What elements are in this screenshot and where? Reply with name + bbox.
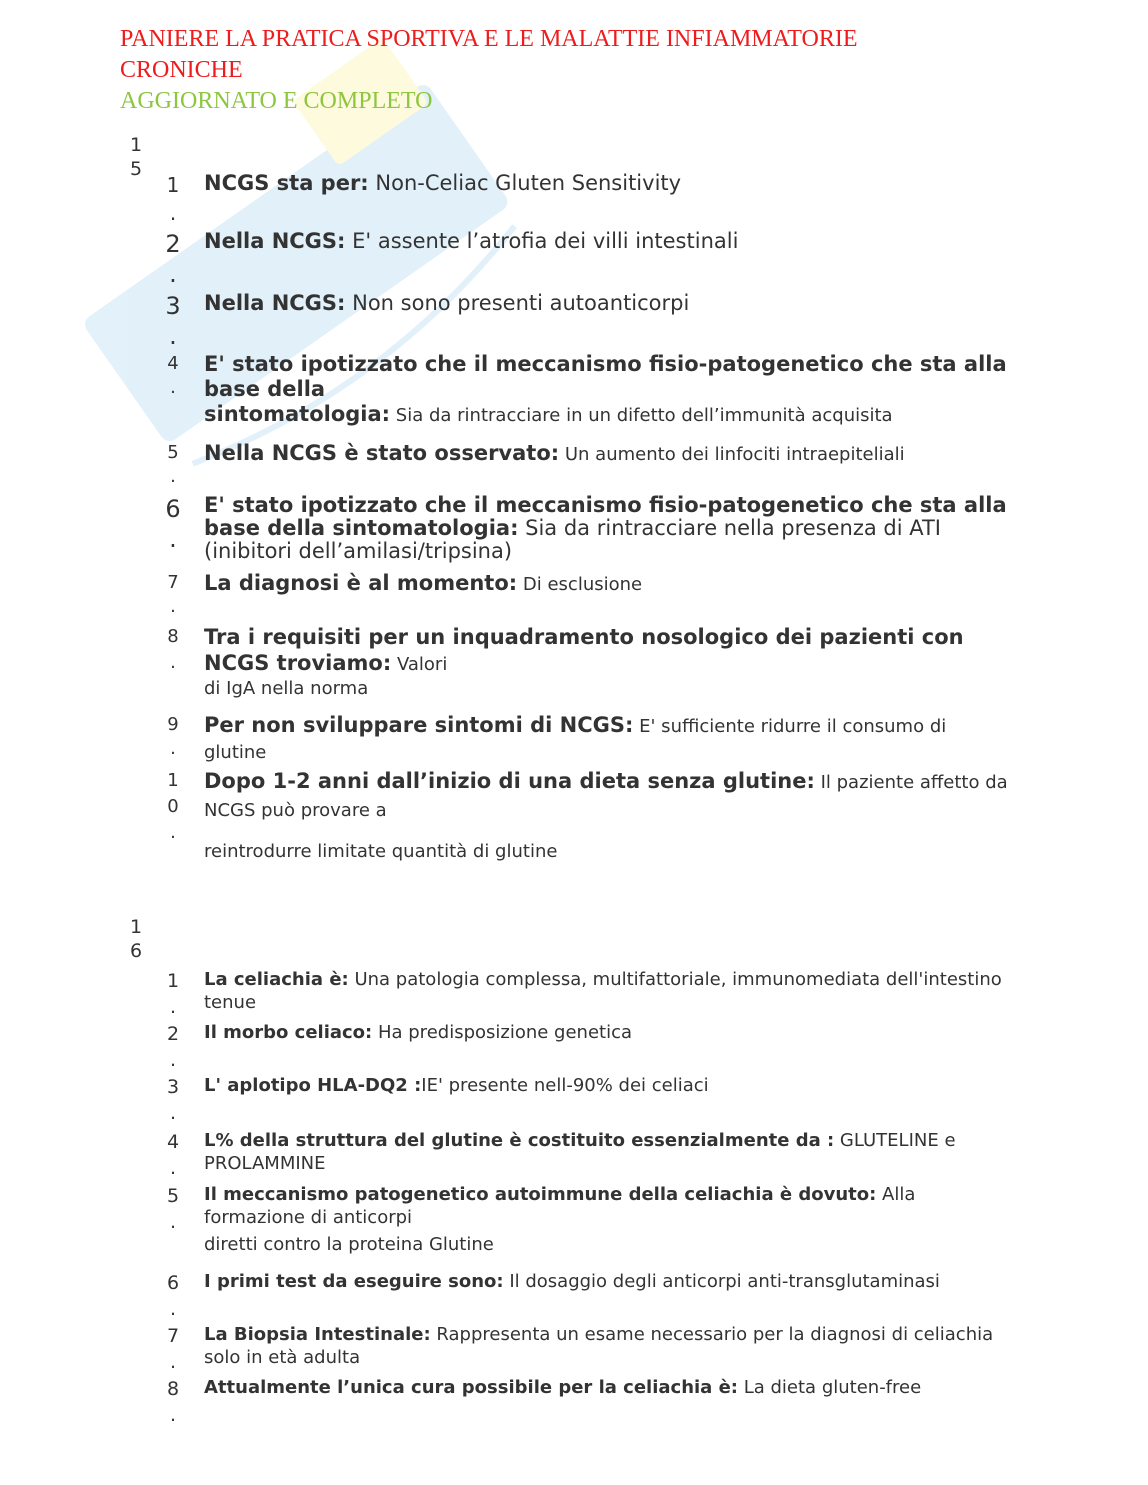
- question-15-2: 2 . Nella NCGS: E' assente l’atrofia dei villi intestinali: [165, 229, 739, 288]
- question-16-4: 4 . L% della struttura del glutine è costituito essenzialmente da : GLUTELINE e PROLAMMINE: [166, 1130, 956, 1179]
- question-15-7: 7 . La diagnosi è al momento: Di esclusione: [167, 571, 643, 617]
- question-16-1: 1 . La celiachia è: Una patologia complessa, multifattoriale, immunomediata dell'intestino tenue: [166, 969, 1002, 1018]
- section-number-16: 1 6: [130, 916, 143, 962]
- question-15-1: 1 . NCGS sta per: Non-Celiac Gluten Sensitivity: [166, 171, 682, 225]
- title-line-2: CRONICHE: [120, 57, 243, 83]
- question-15-9: 9 . Per non sviluppare sintomi di NCGS: E' sufficiente ridurre il consumo di glutine: [167, 713, 947, 763]
- question-16-3: 3 . L' aplotipo HLA-DQ2 :IE' presente nell-90% dei celiaci: [166, 1075, 709, 1124]
- question-15-8: 8 . Tra i requisiti per un inquadramento nosologico dei pazienti con NCGS troviamo: Valori di IgA nella norma: [167, 625, 964, 699]
- section-number-15: 1 5: [130, 134, 143, 180]
- question-16-6: 6 . I primi test da eseguire sono: Il dosaggio degli anticorpi anti-transglutaminasi: [166, 1271, 940, 1320]
- question-15-10: 1 0 . Dopo 1-2 anni dall’inizio di una dieta senza glutine: Il paziente affetto da NCGS può provare a reintrodurre limitate quantità di glutine: [167, 769, 1008, 862]
- subtitle: AGGIORNATO E COMPLETO: [120, 88, 433, 114]
- document-title: [120, 24, 1020, 117]
- question-15-4: 4 . E' stato ipotizzato che il meccanismo fisio-patogenetico che sta alla base della sintomatologia: Sia da rintracciare in un difetto dell’immunità acquisita: [167, 352, 1007, 426]
- question-15-6: 6 . E' stato ipotizzato che il meccanismo fisio-patogenetico che sta alla base della sintomatologia: Sia da rintracciare nella presenza di ATI (inibitori dell’amilasi/tripsina): [165, 493, 1007, 563]
- title-line-1: PANIERE LA PRATICA SPORTIVA E LE MALATTIE INFIAMMATORIE: [120, 26, 858, 52]
- question-16-7: 7 . La Biopsia Intestinale: Rappresenta un esame necessario per la diagnosi di celiachia solo in età adulta: [166, 1324, 994, 1373]
- question-16-2: 2 . Il morbo celiaco: Ha predisposizione genetica: [166, 1022, 633, 1071]
- question-15-3: 3 . Nella NCGS: Non sono presenti autoanticorpi: [165, 291, 690, 350]
- question-16-5: 5 . Il meccanismo patogenetico autoimmune della celiachia è dovuto: Alla formazione di anticorpi diretti contro la proteina Glutine: [166, 1184, 916, 1255]
- question-15-5: 5 . Nella NCGS è stato osservato: Un aumento dei linfociti intraepiteliali: [167, 441, 905, 487]
- question-16-8: 8 . Attualmente l’unica cura possibile per la celiachia è: La dieta gluten-free: [166, 1377, 922, 1426]
